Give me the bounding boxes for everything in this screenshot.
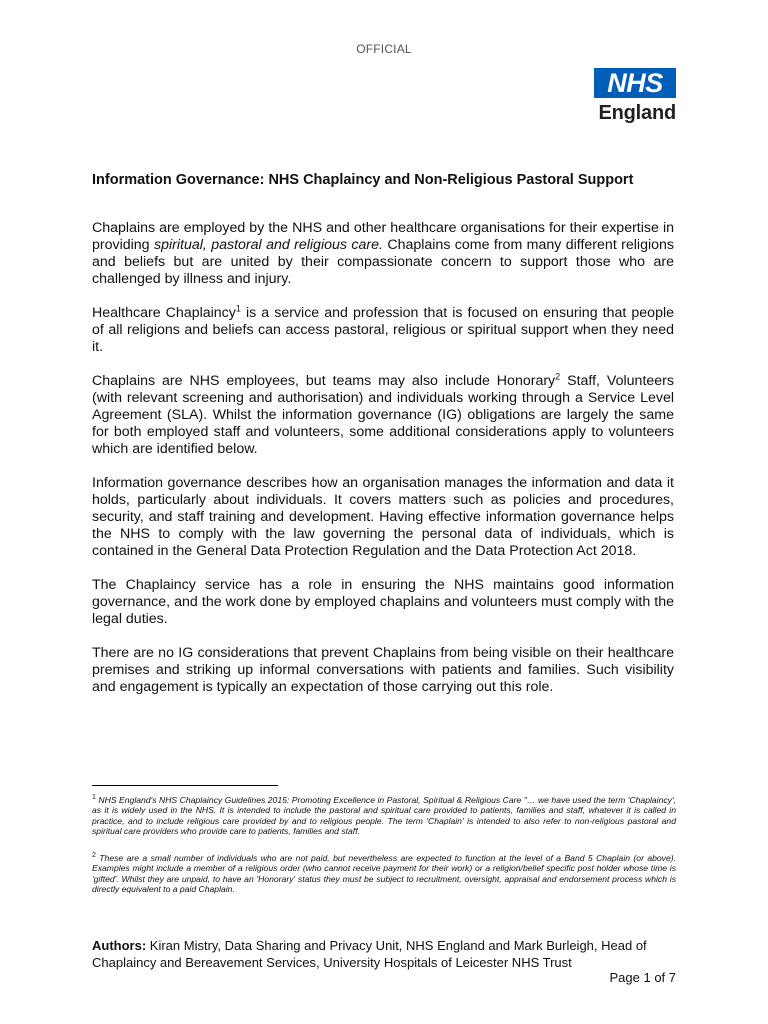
authors-label: Authors: [92,938,147,953]
footnote-2 [92,851,676,895]
nhs-logo-org: England [598,102,676,124]
page-number: Page 1 of 7 [609,970,676,985]
document-title: Information Governance: NHS Chaplaincy and Non-Religious Pastoral Support [92,172,634,188]
paragraph-1-emphasis: spiritual, pastoral and religious care. [153,237,383,253]
paragraph-2-text-b: is a service and profession that is focused on ensuring that people of all religions and beliefs can access pastoral, religious or spiritual support when they need it. [92,305,674,355]
paragraph-6: There are no IG considerations that prevent Chaplains from being visible on their healthcare premises and striking up informal conversations with patients and families. Such visibility and engagement is typically an expectation of those carrying out this role. [92,645,674,695]
paragraph-1 [92,220,674,288]
paragraph-1-text-a: Chaplains are employed by the NHS and other healthcare organisations for their expertise in providing [92,220,674,253]
document-body [92,220,674,713]
footnote-1 [92,793,676,837]
footnotes [92,793,676,909]
paragraph-3 [92,373,674,458]
footnote-2-text: These are a small number of individuals who are not paid, but nevertheless are expected to function at the level of a Band 5 Chaplain (or above). Examples might include a member of a religious order (who cannot receive payment for their work) or a religion/belief specific post holder whose time is 'gifted'. Whilst they are unpaid, to have an 'Honorary' status they must be subject to recruitment, oversight, appraisal and endorsement process which is directly equivalent to a paid Chaplain. [92,852,676,895]
nhs-england-logo [590,68,676,125]
paragraph-5: The Chaplaincy service has a role in ensuring the NHS maintains good information governance, and the work done by employed chaplains and volunteers must comply with the legal duties. [92,577,674,627]
paragraph-4: Information governance describes how an organisation manages the information and data it holds, particularly about individuals. It covers matters such as policies and procedures, security, and staff training and development. Having effective information governance helps the NHS to comply with the law governing the personal data of individuals, which is contained in the General Data Protection Regulation and the Data Protection Act 2018. [92,475,674,559]
authors-text: Kiran Mistry, Data Sharing and Privacy Unit, NHS England and Mark Burleigh, Head of Chaplaincy and Bereavement Services, University Hospitals of Leicester NHS Trust [92,938,647,970]
paragraph-2 [92,305,674,356]
paragraph-3-text-a: Chaplains are NHS employees, but teams may also include Honorary [92,373,556,389]
authors-line [92,938,682,971]
footnote-1-marker: 1 [92,794,96,801]
footnote-1-text: NHS England's NHS Chaplaincy Guidelines 2015: Promoting Excellence in Pastoral, Spiritual & Religious Care "… we have used the term 'Chaplaincy', as it is widely used in the NHS. It is intended to include the pastoral and spiritual care provided to patients, families and staff, whatever it is called in practice, and to include religious care provided by and to religious people. The term 'Chaplain' is intended to also refer to non-religious pastoral and spiritual care providers who provide care to patients, families and staff. [92,794,676,837]
footnote-divider [92,785,278,786]
nhs-logo-mark: NHS [594,68,676,98]
paragraph-1-text-b: Chaplains come from many different religions and beliefs but are united by their compassionate concern to support those who are challenged by illness and injury. [92,237,674,287]
paragraph-2-text-a: Healthcare Chaplaincy [92,305,236,321]
footnote-ref-1[interactable]: 1 [235,303,241,314]
footnote-ref-2[interactable]: 2 [555,371,561,382]
paragraph-3-text-b: Staff, Volunteers (with relevant screening and authorisation) and individuals working through a Service Level Agreement (SLA). Whilst the information governance (IG) obligations are largely the same for both employed staff and volunteers, some additional considerations apply to volunteers which are identified below. [92,373,674,457]
classification-label: OFFICIAL [356,42,412,56]
footnote-2-marker: 2 [92,851,96,859]
